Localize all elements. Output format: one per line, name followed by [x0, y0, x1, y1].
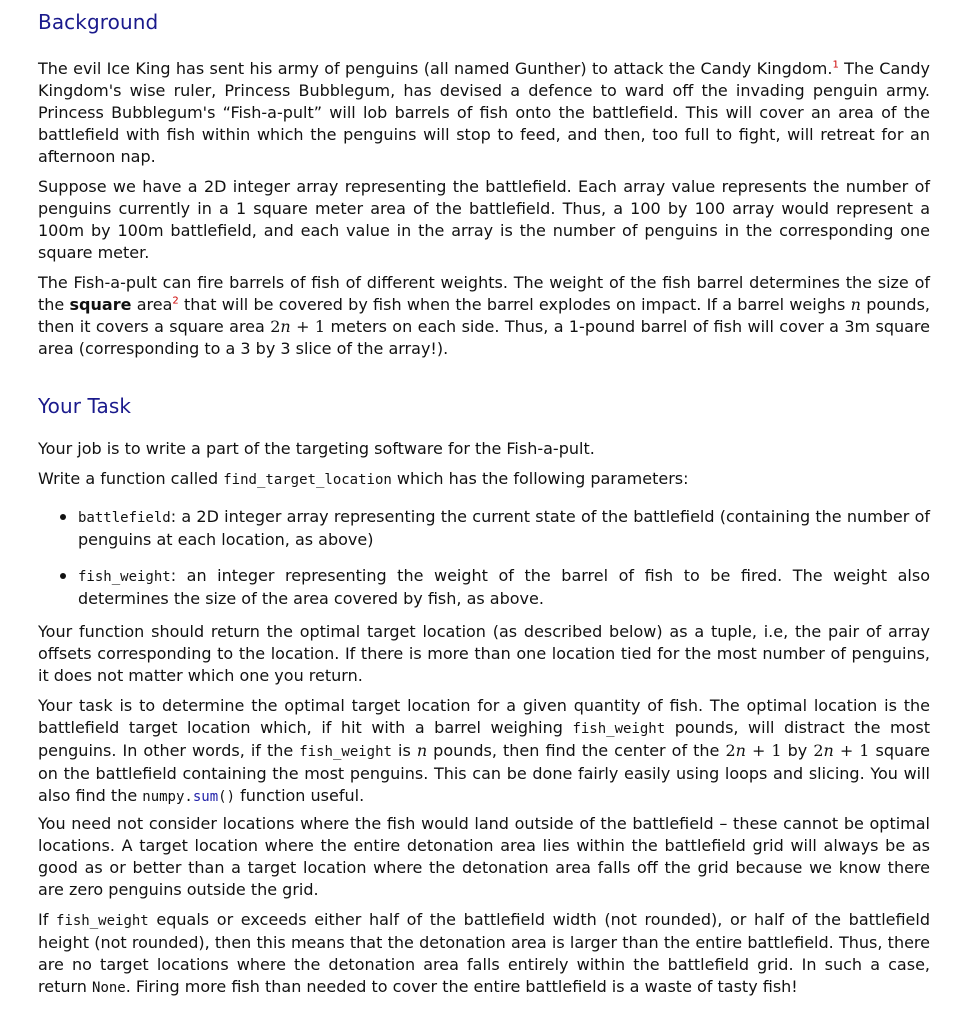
list-item: fish_weight: an integer representing the weight of the barrel of fish to be fired. The weight also determines the size of the area covered by fish, as above. — [38, 565, 930, 610]
footnote-marker-1[interactable]: 1 — [832, 59, 839, 71]
paragraph-task-intro: Your job is to write a part of the targeting software for the Fish-a-pult. — [38, 439, 595, 458]
paragraph-outside-battlefield: You need not consider locations where the fish would land outside of the battlefield – these cannot be optimal locations. A target location where the entire detonation area lies within the battlefield grid will always be as good as or better than a target location where the detonation area falls off the grid because we know there are zero penguins outside the grid. — [38, 814, 930, 899]
paragraph-barrel-weight: The Fish-a-pult can fire barrels of fish of different weights. The weight of the fish barrel determines the size of the square area$^2$ that will be covered by fish when the barrel explodes on impact. If a barrel weighs n pounds, then it covers a square area 2n + 1 meters on each side. Thus, a 1-pound barrel of fish will cover a 3m square area (corresponding to a 3 by 3 slice of the array!). — [38, 273, 930, 358]
paragraph-function-name: Write a function called find_target_location which has the following parameters: — [38, 469, 689, 488]
heading-your-task: Your Task — [38, 394, 132, 418]
parameter-list — [38, 506, 930, 610]
paragraph-optimal-location: Your task is to determine the optimal target location for a given quantity of fish. The optimal location is the battlefield target location which, if hit with a barrel weighing fish_weight pounds, will distract the most penguins. In other words, if the fish_weight is n pounds, then find the center of the 2n + 1 by 2n + 1 square on the battlefield containing the most penguins. This can be done fairly easily using loops and slicing. You will also find the numpy.sum() function useful. — [38, 696, 931, 805]
paragraph-too-much-fish: If fish_weight equals or exceeds either half of the battlefield width (not rounded), or half of the battlefield height (not rounded), then this means that the detonation area is larger than the entire battlefield. Thus, there are no target locations where the detonation area falls entirely within the battlefield grid. In such a case, return None. Firing more fish than needed to cover the entire battlefield is a waste of tasty fish! — [38, 910, 931, 996]
paragraph-array-description: Suppose we have a 2D integer array representing the battlefield. Each array value represents the number of penguins currently in a 1 square meter area of the battlefield. Thus, a 100 by 100 array would represent a 100m by 100m battlefield, and each value in the array is the number of penguins in the corresponding one square meter. — [38, 177, 930, 262]
code-function-name: find_target_location — [223, 472, 392, 488]
heading-background: Background — [38, 10, 159, 34]
paragraph-intro: The evil Ice King has sent his army of penguins (all named Gunther) to attack the Candy Kingdom.$^1$ The Candy Kingdom's wise ruler, Princess Bubblegum, has devised a defence to ward off the invading penguin army. Princess Bubblegum's “Fish-a-pult” will lob barrels of fish onto the battlefield. This will cover an area of the battlefield with fish within which the penguins will stop to feed, and then, too full to fight, will retreat for an afternoon nap. — [38, 59, 931, 166]
bullet-icon — [60, 573, 66, 579]
code-param-battlefield: battlefield — [78, 510, 171, 526]
footnote-marker-2[interactable]: 2 — [172, 295, 179, 307]
paragraph-return-value: Your function should return the optimal target location (as described below) as a tuple, i.e, the pair of array offsets corresponding to the location. If there is more than one location tied for the most number of penguins, it does not matter which one you return. — [38, 622, 930, 685]
bullet-icon — [60, 514, 66, 520]
list-item: battlefield: a 2D integer array representing the current state of the battlefield (containing the number of penguins at each location, as above) — [38, 506, 930, 551]
code-param-fish-weight: fish_weight — [78, 569, 171, 585]
